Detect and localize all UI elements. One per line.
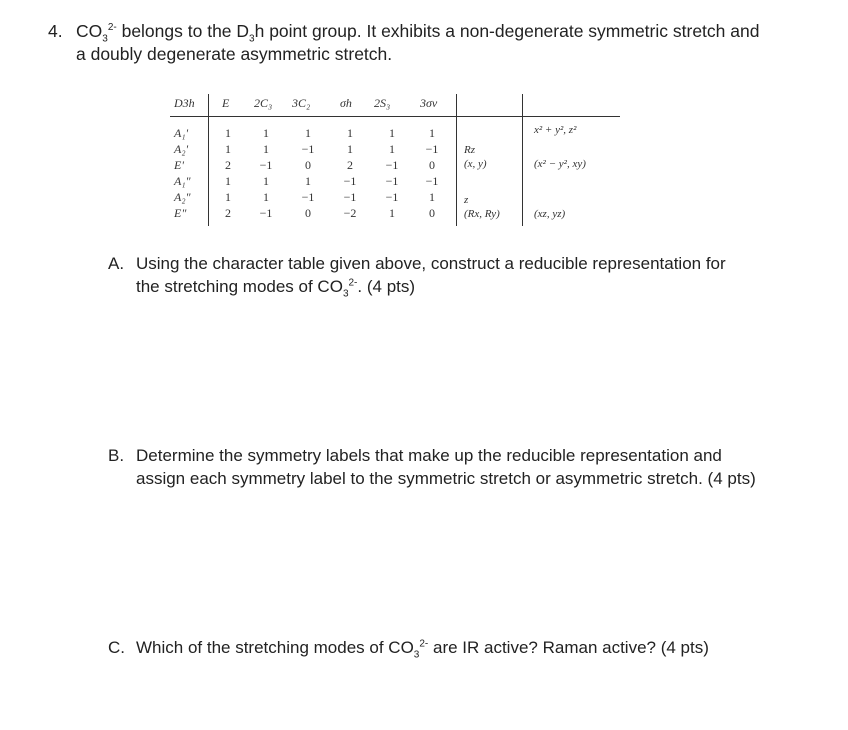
- header-3sigma-v: 3σv: [420, 96, 438, 110]
- question-4: [48, 20, 808, 66]
- part-b-letter: B.: [108, 446, 125, 465]
- part-a-letter: A.: [108, 254, 125, 273]
- part-a-line-1: Using the character table given above, construct a reducible representation for: [136, 254, 726, 273]
- table-divider: [208, 94, 209, 226]
- question-number: 4.: [48, 21, 63, 41]
- part-b-line-2: assign each symmetry label to the symmetric stretch or asymmetric stretch. (4 pts): [136, 469, 756, 488]
- question-line-2: a doubly degenerate asymmetric stretch.: [76, 44, 393, 64]
- header-2S3: 2S₃: [374, 96, 391, 110]
- table-header-rule: [170, 116, 620, 117]
- character-table: D3h E 2C₃ 3C₂ σh 2S₃ 3σv A₁' 1 1 1 1 1 1 x² + y², z² A₂' 1 1 −1 1 1 −1 Rz E' 2 −1 0 2 −1 0 (x, y) (x² − y², xy) A₁" 1 1 1 −1 −1 −1 A₂" 1 1 −1 −1 −1 1 z E" 2 −1 0 −2 1 0 (Rx, Ry) (xz, yz): [170, 94, 620, 226]
- header-E: E: [222, 96, 230, 110]
- part-c-letter: C.: [108, 638, 125, 657]
- header-sigma-h: σh: [340, 96, 352, 110]
- part-b-line-1: Determine the symmetry labels that make up the reducible representation and: [136, 446, 722, 465]
- point-group-label: D3h: [174, 96, 195, 110]
- table-divider: [522, 94, 523, 226]
- part-b: [108, 444, 778, 490]
- part-c: [108, 636, 778, 659]
- question-line-1: $CO_3^{2-}$ belongs to the $D_3h$ point group. It exhibits a non-degenerate symmetric stretch and: [76, 21, 760, 45]
- part-a-line-2: the stretching modes of $CO_3^{2-}$. (4 pts): [136, 277, 416, 300]
- header-2C3: 2C₃: [254, 96, 273, 110]
- part-a: [108, 252, 778, 298]
- part-c-line-1: Which of the stretching modes of $CO_3^{2-}$ are IR active? Raman active? (4 pts): [136, 638, 709, 661]
- header-3C2: 3C₂: [292, 96, 311, 110]
- table-divider: [456, 94, 457, 226]
